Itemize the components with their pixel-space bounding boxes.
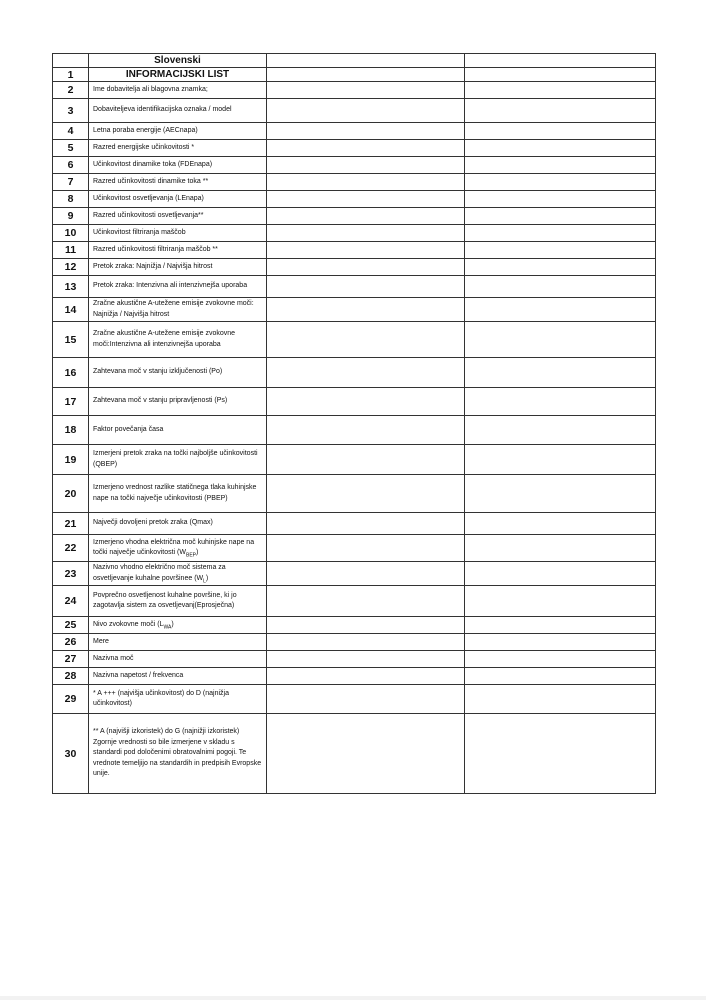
row-number: 2 (53, 82, 89, 99)
table-row (53, 388, 656, 416)
value-cell (465, 322, 656, 358)
value-cell (267, 174, 465, 191)
row-number: 15 (53, 322, 89, 358)
row-number: 30 (53, 714, 89, 794)
row-label-symbol: (L (157, 620, 164, 628)
value-cell (465, 82, 656, 99)
row-number: 3 (53, 99, 89, 123)
row-label-symbol: (W (194, 574, 204, 582)
row-label: Zračne akustične A-utežene emisije zvokovne moči:Intenzivna ali intenzivnejša uporaba (89, 322, 267, 358)
page-bottom-edge (0, 996, 706, 1000)
value-cell (465, 259, 656, 276)
row-number: 25 (53, 617, 89, 634)
value-cell (267, 358, 465, 388)
value-cell (465, 123, 656, 140)
value-cell (465, 276, 656, 298)
table-row (53, 123, 656, 140)
value-cell (465, 586, 656, 617)
row-label: Razred učinkovitosti osvetljevanja** (89, 208, 267, 225)
value-cell (465, 445, 656, 475)
value-cell (267, 242, 465, 259)
row-number: 16 (53, 358, 89, 388)
table-row (53, 416, 656, 445)
row-number: 22 (53, 535, 89, 562)
row-number: 21 (53, 513, 89, 535)
row-number: 13 (53, 276, 89, 298)
table-row (53, 358, 656, 388)
value-cell (465, 475, 656, 513)
table-row (53, 174, 656, 191)
table-row (53, 99, 656, 123)
row-label: Zahtevana moč v stanju izključenosti (Po) (89, 358, 267, 388)
table-row (53, 617, 656, 634)
value-cell (267, 513, 465, 535)
row-label: * A +++ (najvišja učinkovitost) do D (najnižja učinkovitost) (89, 685, 267, 714)
table-row (53, 513, 656, 535)
row-label-text: Izmerjeno vhodna električna moč kuhinjske nape na točki največje učinkovitosti (93, 538, 255, 556)
row-number: 8 (53, 191, 89, 208)
row-label: Izmerjeni pretok zraka na točki najboljše učinkovitosti (QBEP) (89, 445, 267, 475)
header-value-cell-1 (267, 54, 465, 68)
row-label-subscript: BEP (186, 552, 197, 559)
row-label: Razred učinkovitosti dinamike toka ** (89, 174, 267, 191)
info-title-row (53, 68, 656, 82)
table-row (53, 685, 656, 714)
row-label: Zahtevana moč v stanju pripravljenosti (Ps) (89, 388, 267, 416)
value-cell (267, 322, 465, 358)
row-label: Razred energijske učinkovitosti * (89, 140, 267, 157)
value-cell (465, 535, 656, 562)
value-cell (465, 617, 656, 634)
row-label: Učinkovitost osvetljevanja (LEnapa) (89, 191, 267, 208)
value-cell (267, 634, 465, 651)
value-cell (465, 99, 656, 123)
value-cell (465, 416, 656, 445)
row-label: Pretok zraka: Najnižja / Najvišja hitrost (89, 259, 267, 276)
value-cell (465, 191, 656, 208)
information-sheet-table (52, 53, 656, 794)
value-cell (465, 562, 656, 586)
value-cell (465, 140, 656, 157)
row-number: 24 (53, 586, 89, 617)
row-label: Nazivna moč (89, 651, 267, 668)
language-heading: Slovenski (89, 54, 267, 68)
row-label: Zračne akustične A-utežene emisije zvokovne moči: Najnižja / Najvišja hitrost (89, 298, 267, 322)
row-number: 18 (53, 416, 89, 445)
value-cell (267, 535, 465, 562)
row-number: 5 (53, 140, 89, 157)
table-row (53, 322, 656, 358)
row-label: Nazivna napetost / frekvenca (89, 668, 267, 685)
row-number: 20 (53, 475, 89, 513)
value-cell (465, 388, 656, 416)
value-cell (267, 298, 465, 322)
table-row (53, 191, 656, 208)
value-cell (267, 651, 465, 668)
row-number: 27 (53, 651, 89, 668)
value-cell (267, 617, 465, 634)
row-label-subscript: L (203, 577, 206, 584)
value-cell (267, 82, 465, 99)
row-number: 10 (53, 225, 89, 242)
row-number: 17 (53, 388, 89, 416)
row-label: Izmerjeno vrednost razlike statičnega tlaka kuhinjske nape na točki največje učinkovitosti (PBEP) (89, 475, 267, 513)
row-label: Največji dovoljeni pretok zraka (Qmax) (89, 513, 267, 535)
table-row (53, 276, 656, 298)
value-cell (465, 513, 656, 535)
value-cell (465, 714, 656, 794)
row-number: 29 (53, 685, 89, 714)
row-label: Faktor povečanja časa (89, 416, 267, 445)
table-row (53, 157, 656, 174)
value-cell (267, 225, 465, 242)
value-cell (465, 634, 656, 651)
row-label-text: Nivo zvokovne moči (93, 620, 156, 628)
table-row (53, 225, 656, 242)
row-number: 28 (53, 668, 89, 685)
table-row (53, 668, 656, 685)
value-cell (267, 157, 465, 174)
title-value-cell-1 (267, 68, 465, 82)
table-row (53, 634, 656, 651)
table-row (53, 259, 656, 276)
value-cell (267, 416, 465, 445)
row-label-suffix: ) (171, 620, 174, 628)
value-cell (267, 586, 465, 617)
value-cell (465, 225, 656, 242)
value-cell (465, 242, 656, 259)
row-label-suffix: ) (196, 549, 199, 556)
value-cell (465, 157, 656, 174)
row-label-suffix: ) (205, 574, 209, 582)
value-cell (267, 445, 465, 475)
row-number: 6 (53, 157, 89, 174)
row-number: 7 (53, 174, 89, 191)
value-cell (267, 685, 465, 714)
table-row (53, 140, 656, 157)
row-label: ** A (najvišji izkoristek) do G (najnižji izkoristek) Zgornje vrednosti so bile izmerjene v skladu s standardi pod določenimi obratovalnimi pogoji. Te vrednote temeljijo na standardih in predpisih Evropske unije. (89, 714, 267, 794)
table-row (53, 82, 656, 99)
title-value-cell-2 (465, 68, 656, 82)
table-row (53, 651, 656, 668)
row-number: 26 (53, 634, 89, 651)
value-cell (465, 358, 656, 388)
header-row (53, 54, 656, 68)
row-label (89, 535, 267, 562)
table-row (53, 535, 656, 562)
row-label: Učinkovitost filtriranja maščob (89, 225, 267, 242)
row-number: 1 (53, 68, 89, 82)
row-label (89, 562, 267, 586)
row-label: Letna poraba energije (AECnapa) (89, 123, 267, 140)
header-value-cell-2 (465, 54, 656, 68)
row-label: Povprečno osvetljenost kuhalne površine, ki jo zagotavlja sistem za osvetljevanj(Eprosječna) (89, 586, 267, 617)
table-row (53, 298, 656, 322)
value-cell (465, 685, 656, 714)
value-cell (267, 99, 465, 123)
header-number-cell (53, 54, 89, 68)
value-cell (465, 174, 656, 191)
value-cell (267, 140, 465, 157)
table-row (53, 714, 656, 794)
table-row (53, 475, 656, 513)
table-row (53, 445, 656, 475)
value-cell (267, 123, 465, 140)
row-label: Ime dobavitelja ali blagovna znamka; (89, 82, 267, 99)
row-label: Dobaviteljeva identifikacijska oznaka / model (89, 99, 267, 123)
value-cell (465, 298, 656, 322)
value-cell (267, 191, 465, 208)
value-cell (267, 714, 465, 794)
row-label: Učinkovitost dinamike toka (FDEnapa) (89, 157, 267, 174)
table-row (53, 242, 656, 259)
row-label-symbol: (W (177, 549, 186, 556)
row-label: Razred učinkovitosti filtriranja maščob ** (89, 242, 267, 259)
value-cell (267, 475, 465, 513)
row-number: 14 (53, 298, 89, 322)
sheet-title: INFORMACIJSKI LIST (89, 68, 267, 82)
value-cell (267, 208, 465, 225)
row-label: Pretok zraka: Intenzivna ali intenzivnejša uporaba (89, 276, 267, 298)
row-label-subscript: WA (163, 624, 172, 631)
row-number: 23 (53, 562, 89, 586)
value-cell (267, 259, 465, 276)
value-cell (267, 668, 465, 685)
value-cell (267, 276, 465, 298)
value-cell (465, 208, 656, 225)
row-label-text: Nazivno vhodno električno moč sistema za osvetljevanje kuhalne površinee (93, 564, 226, 582)
value-cell (465, 651, 656, 668)
row-number: 19 (53, 445, 89, 475)
value-cell (267, 562, 465, 586)
value-cell (267, 388, 465, 416)
row-number: 4 (53, 123, 89, 140)
row-label: Mere (89, 634, 267, 651)
row-number: 9 (53, 208, 89, 225)
row-label (89, 617, 267, 634)
value-cell (465, 668, 656, 685)
table-row (53, 586, 656, 617)
row-number: 12 (53, 259, 89, 276)
row-number: 11 (53, 242, 89, 259)
table-row (53, 208, 656, 225)
table-row (53, 562, 656, 586)
